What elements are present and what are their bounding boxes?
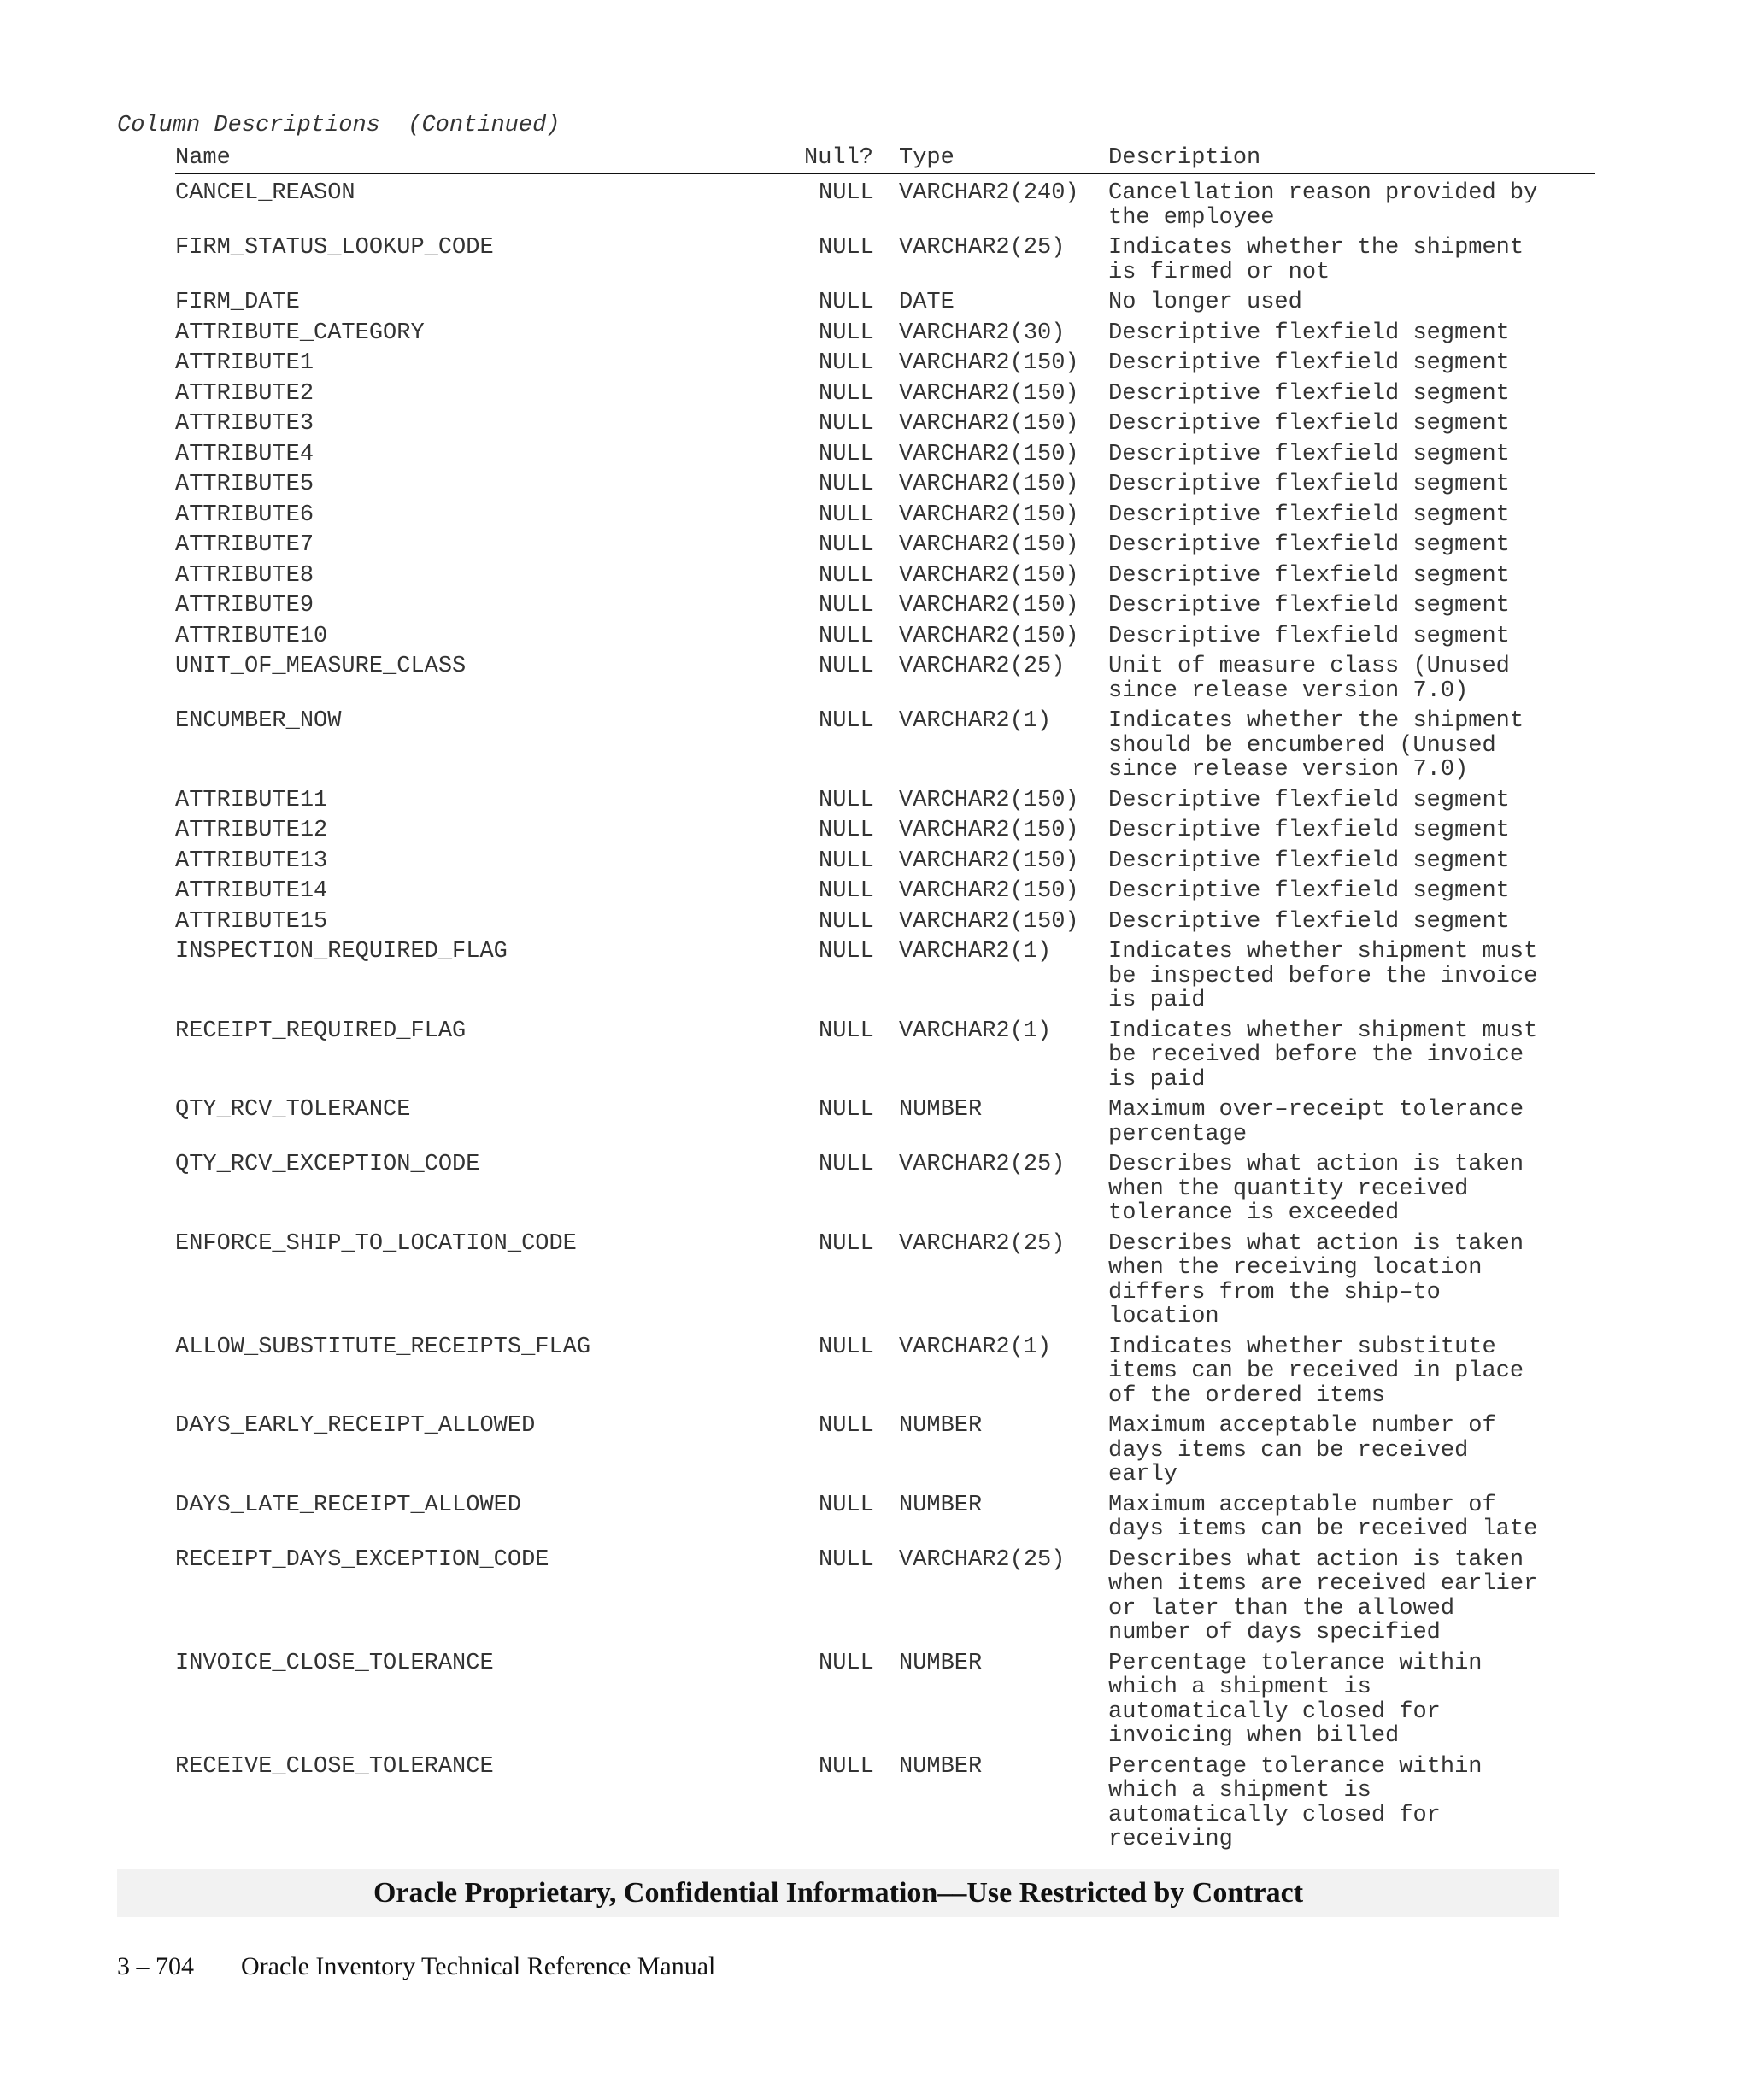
null-cell: NULL bbox=[819, 562, 874, 589]
null-cell: NULL bbox=[819, 708, 874, 734]
description-cell: Indicates whether shipment must be received before the invoice is paid bbox=[1108, 1018, 1538, 1093]
description-cell: Maximum acceptable number of days items can be received late bbox=[1108, 1492, 1538, 1542]
table-row bbox=[0, 940, 1750, 1013]
column-name-cell: QTY_RCV_EXCEPTION_CODE bbox=[175, 1152, 480, 1177]
column-name-cell: ATTRIBUTE13 bbox=[175, 848, 328, 874]
column-name-cell: QTY_RCV_TOLERANCE bbox=[175, 1097, 411, 1123]
description-cell: Descriptive flexfield segment bbox=[1108, 441, 1510, 467]
type-cell: NUMBER bbox=[899, 1413, 983, 1439]
column-header-null: Null? bbox=[804, 145, 874, 171]
description-cell: Descriptive flexfield segment bbox=[1108, 380, 1510, 407]
description-cell: Descriptive flexfield segment bbox=[1108, 848, 1510, 874]
table-row bbox=[0, 351, 1750, 376]
column-name-cell: FIRM_STATUS_LOOKUP_CODE bbox=[175, 235, 494, 261]
page-number: 3 – 704 bbox=[117, 1952, 194, 1980]
description-cell: Descriptive flexfield segment bbox=[1108, 472, 1510, 497]
table-row bbox=[0, 1414, 1750, 1487]
table-row bbox=[0, 1098, 1750, 1147]
column-name-cell: UNIT_OF_MEASURE_CLASS bbox=[175, 654, 467, 679]
null-cell: NULL bbox=[819, 1018, 874, 1044]
column-name-cell: FIRM_DATE bbox=[175, 290, 300, 315]
description-cell: Percentage tolerance within which a shipment is automatically closed for invoicing when billed bbox=[1108, 1650, 1483, 1749]
description-cell: Descriptive flexfield segment bbox=[1108, 878, 1510, 904]
type-cell: VARCHAR2(150) bbox=[899, 441, 1079, 467]
description-cell: Describes what action is taken when items are received earlier or later than the allowed number of days specified bbox=[1108, 1546, 1538, 1645]
table-row bbox=[0, 503, 1750, 528]
null-cell: NULL bbox=[819, 380, 874, 407]
description-cell: Descriptive flexfield segment bbox=[1108, 787, 1510, 813]
table-row bbox=[0, 709, 1750, 783]
description-cell: Indicates whether substitute items can be received in place of the ordered items bbox=[1108, 1334, 1524, 1409]
description-cell: No longer used bbox=[1108, 290, 1302, 315]
null-cell: NULL bbox=[819, 180, 874, 206]
column-name-cell: ENFORCE_SHIP_TO_LOCATION_CODE bbox=[175, 1230, 577, 1257]
description-cell: Descriptive flexfield segment bbox=[1108, 593, 1510, 619]
table-row bbox=[0, 290, 1750, 315]
table-row bbox=[0, 564, 1750, 589]
column-name-cell: ATTRIBUTE9 bbox=[175, 593, 314, 619]
description-cell: Descriptive flexfield segment bbox=[1108, 562, 1510, 589]
confidentiality-banner: Oracle Proprietary, Confidential Information––Use Restricted by Contract bbox=[117, 1869, 1559, 1917]
column-name-cell: ALLOW_SUBSTITUTE_RECEIPTS_FLAG bbox=[175, 1334, 591, 1360]
null-cell: NULL bbox=[819, 1753, 874, 1780]
type-cell: VARCHAR2(150) bbox=[899, 472, 1079, 497]
table-row bbox=[0, 789, 1750, 813]
table-row bbox=[0, 472, 1750, 497]
table-row bbox=[0, 1493, 1750, 1542]
null-cell: NULL bbox=[819, 1546, 874, 1573]
null-cell: NULL bbox=[819, 1413, 874, 1439]
table-row bbox=[0, 181, 1750, 230]
null-cell: NULL bbox=[819, 1650, 874, 1676]
description-cell: Descriptive flexfield segment bbox=[1108, 411, 1510, 437]
type-cell: VARCHAR2(150) bbox=[899, 878, 1079, 904]
description-cell: Descriptive flexfield segment bbox=[1108, 502, 1510, 528]
description-cell: Descriptive flexfield segment bbox=[1108, 532, 1510, 558]
description-cell: Descriptive flexfield segment bbox=[1108, 908, 1510, 935]
type-cell: VARCHAR2(150) bbox=[899, 818, 1079, 843]
type-cell: NUMBER bbox=[899, 1753, 983, 1780]
description-cell: Describes what action is taken when the receiving location differs from the ship–to location bbox=[1108, 1230, 1524, 1329]
column-name-cell: RECEIPT_REQUIRED_FLAG bbox=[175, 1018, 467, 1044]
table-row bbox=[0, 412, 1750, 437]
table-row bbox=[0, 443, 1750, 467]
page-footer bbox=[117, 1952, 715, 1981]
table-row bbox=[0, 879, 1750, 904]
table-row bbox=[0, 1153, 1750, 1226]
type-cell: VARCHAR2(1) bbox=[899, 1018, 1052, 1044]
description-cell: Unit of measure class (Unused since release version 7.0) bbox=[1108, 654, 1510, 704]
column-header-name: Name bbox=[175, 145, 231, 171]
table-row bbox=[0, 382, 1750, 407]
null-cell: NULL bbox=[819, 320, 874, 346]
null-cell: NULL bbox=[819, 908, 874, 935]
type-cell: VARCHAR2(25) bbox=[899, 654, 1066, 679]
type-cell: VARCHAR2(1) bbox=[899, 708, 1052, 734]
type-cell: VARCHAR2(150) bbox=[899, 380, 1079, 407]
description-cell: Descriptive flexfield segment bbox=[1108, 320, 1510, 346]
description-cell: Descriptive flexfield segment bbox=[1108, 623, 1510, 649]
description-cell: Descriptive flexfield segment bbox=[1108, 350, 1510, 376]
column-name-cell: ENCUMBER_NOW bbox=[175, 708, 342, 734]
null-cell: NULL bbox=[819, 1097, 874, 1123]
column-name-cell: ATTRIBUTE3 bbox=[175, 411, 314, 437]
table-row bbox=[0, 533, 1750, 558]
description-cell: Cancellation reason provided by the employee bbox=[1108, 180, 1538, 231]
type-cell: VARCHAR2(150) bbox=[899, 562, 1079, 589]
description-cell: Maximum over–receipt tolerance percentage bbox=[1108, 1097, 1524, 1147]
type-cell: VARCHAR2(25) bbox=[899, 235, 1066, 261]
column-name-cell: DAYS_LATE_RECEIPT_ALLOWED bbox=[175, 1492, 522, 1518]
null-cell: NULL bbox=[819, 654, 874, 679]
null-cell: NULL bbox=[819, 502, 874, 528]
null-cell: NULL bbox=[819, 1152, 874, 1177]
column-name-cell: ATTRIBUTE1 bbox=[175, 350, 314, 376]
table-row bbox=[0, 849, 1750, 874]
table-row bbox=[0, 1548, 1750, 1645]
table-row bbox=[0, 910, 1750, 935]
type-cell: NUMBER bbox=[899, 1492, 983, 1518]
column-name-cell: ATTRIBUTE_CATEGORY bbox=[175, 320, 425, 346]
description-cell: Percentage tolerance within which a shipment is automatically closed for receiving bbox=[1108, 1753, 1483, 1852]
type-cell: VARCHAR2(150) bbox=[899, 848, 1079, 874]
column-name-cell: ATTRIBUTE15 bbox=[175, 908, 328, 935]
null-cell: NULL bbox=[819, 441, 874, 467]
type-cell: NUMBER bbox=[899, 1650, 983, 1676]
table-row bbox=[0, 1651, 1750, 1749]
table-row bbox=[0, 1755, 1750, 1852]
column-name-cell: ATTRIBUTE4 bbox=[175, 441, 314, 467]
description-cell: Describes what action is taken when the quantity received tolerance is exceeded bbox=[1108, 1152, 1524, 1226]
null-cell: NULL bbox=[819, 1492, 874, 1518]
type-cell: VARCHAR2(150) bbox=[899, 532, 1079, 558]
column-name-cell: CANCEL_REASON bbox=[175, 180, 355, 206]
table-row bbox=[0, 1232, 1750, 1329]
type-cell: VARCHAR2(25) bbox=[899, 1546, 1066, 1573]
column-name-cell: ATTRIBUTE14 bbox=[175, 878, 328, 904]
type-cell: VARCHAR2(30) bbox=[899, 320, 1066, 346]
column-name-cell: RECEIVE_CLOSE_TOLERANCE bbox=[175, 1753, 494, 1780]
table-row bbox=[0, 236, 1750, 284]
column-name-cell: ATTRIBUTE10 bbox=[175, 623, 328, 649]
column-name-cell: ATTRIBUTE7 bbox=[175, 532, 314, 558]
type-cell: VARCHAR2(1) bbox=[899, 939, 1052, 965]
null-cell: NULL bbox=[819, 787, 874, 813]
type-cell: VARCHAR2(240) bbox=[899, 180, 1079, 206]
column-name-cell: INSPECTION_REQUIRED_FLAG bbox=[175, 939, 508, 965]
null-cell: NULL bbox=[819, 350, 874, 376]
type-cell: VARCHAR2(25) bbox=[899, 1152, 1066, 1177]
description-cell: Indicates whether the shipment should be encumbered (Unused since release version 7.0) bbox=[1108, 708, 1524, 783]
type-cell: NUMBER bbox=[899, 1097, 983, 1123]
null-cell: NULL bbox=[819, 235, 874, 261]
column-name-cell: ATTRIBUTE6 bbox=[175, 502, 314, 528]
type-cell: VARCHAR2(150) bbox=[899, 502, 1079, 528]
type-cell: VARCHAR2(150) bbox=[899, 908, 1079, 935]
column-name-cell: DAYS_EARLY_RECEIPT_ALLOWED bbox=[175, 1413, 536, 1439]
type-cell: VARCHAR2(25) bbox=[899, 1230, 1066, 1257]
type-cell: VARCHAR2(1) bbox=[899, 1334, 1052, 1360]
table-row bbox=[0, 818, 1750, 843]
section-title: Column Descriptions (Continued) bbox=[117, 113, 561, 138]
null-cell: NULL bbox=[819, 848, 874, 874]
column-header-type: Type bbox=[899, 145, 954, 171]
table-row bbox=[0, 594, 1750, 619]
column-description-table bbox=[0, 181, 1750, 1852]
table-row bbox=[0, 321, 1750, 346]
column-header-description: Description bbox=[1108, 145, 1261, 171]
column-name-cell: ATTRIBUTE11 bbox=[175, 787, 328, 813]
description-cell: Indicates whether shipment must be inspected before the invoice is paid bbox=[1108, 939, 1538, 1013]
description-cell: Maximum acceptable number of days items can be received early bbox=[1108, 1413, 1496, 1487]
table-header bbox=[175, 144, 1595, 174]
null-cell: NULL bbox=[819, 1230, 874, 1257]
type-cell: VARCHAR2(150) bbox=[899, 350, 1079, 376]
null-cell: NULL bbox=[819, 532, 874, 558]
type-cell: VARCHAR2(150) bbox=[899, 411, 1079, 437]
type-cell: VARCHAR2(150) bbox=[899, 623, 1079, 649]
null-cell: NULL bbox=[819, 623, 874, 649]
null-cell: NULL bbox=[819, 472, 874, 497]
description-cell: Indicates whether the shipment is firmed or not bbox=[1108, 235, 1524, 285]
type-cell: VARCHAR2(150) bbox=[899, 787, 1079, 813]
table-row bbox=[0, 1019, 1750, 1093]
null-cell: NULL bbox=[819, 878, 874, 904]
type-cell: VARCHAR2(150) bbox=[899, 593, 1079, 619]
column-name-cell: INVOICE_CLOSE_TOLERANCE bbox=[175, 1650, 494, 1676]
table-row bbox=[0, 654, 1750, 703]
description-cell: Descriptive flexfield segment bbox=[1108, 818, 1510, 843]
column-name-cell: ATTRIBUTE2 bbox=[175, 380, 314, 407]
null-cell: NULL bbox=[819, 593, 874, 619]
null-cell: NULL bbox=[819, 411, 874, 437]
null-cell: NULL bbox=[819, 818, 874, 843]
column-name-cell: ATTRIBUTE5 bbox=[175, 472, 314, 497]
table-row bbox=[0, 1335, 1750, 1409]
null-cell: NULL bbox=[819, 290, 874, 315]
manual-title: Oracle Inventory Technical Reference Manual bbox=[241, 1952, 716, 1980]
null-cell: NULL bbox=[819, 1334, 874, 1360]
column-name-cell: ATTRIBUTE8 bbox=[175, 562, 314, 589]
type-cell: DATE bbox=[899, 290, 954, 315]
column-name-cell: RECEIPT_DAYS_EXCEPTION_CODE bbox=[175, 1546, 549, 1573]
column-name-cell: ATTRIBUTE12 bbox=[175, 818, 328, 843]
null-cell: NULL bbox=[819, 939, 874, 965]
table-row bbox=[0, 625, 1750, 649]
